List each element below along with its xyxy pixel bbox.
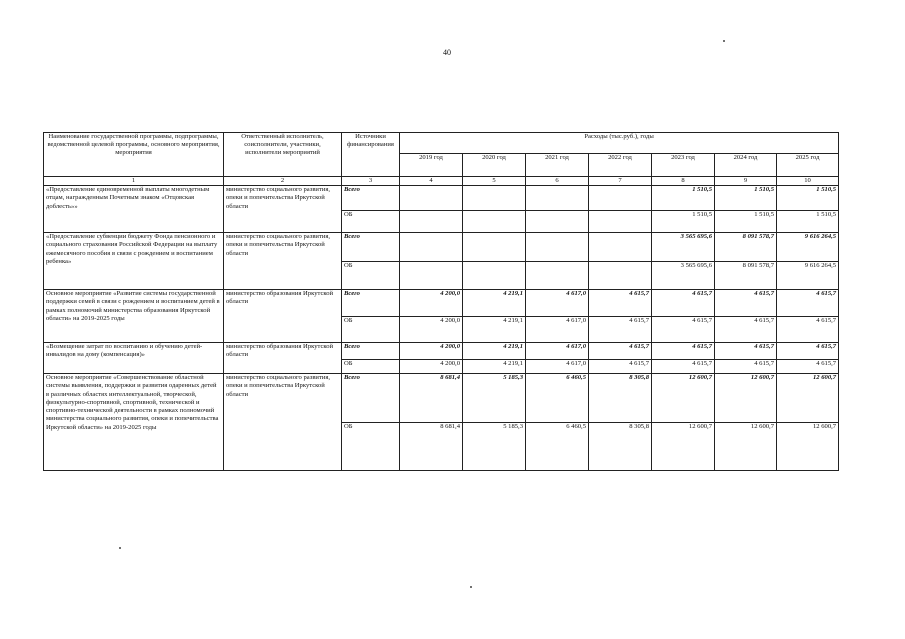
value-cell: 1 510,5	[652, 186, 715, 211]
value-cell: 4 615,7	[652, 360, 715, 374]
header-year: 2022 год	[589, 154, 652, 177]
source-total: Всего	[342, 290, 400, 317]
row-executor: министерство образования Иркутской области	[224, 343, 342, 374]
value-cell: 4 615,7	[715, 360, 777, 374]
value-cell	[526, 262, 589, 290]
value-cell: 8 091 578,7	[715, 262, 777, 290]
value-cell	[463, 186, 526, 211]
value-cell: 1 510,5	[715, 186, 777, 211]
value-cell: 4 617,0	[526, 343, 589, 360]
value-cell: 4 617,0	[526, 317, 589, 343]
value-cell	[400, 211, 463, 233]
source-total: Всего	[342, 233, 400, 262]
value-cell: 8 681,4	[400, 423, 463, 471]
value-cell: 5 185,3	[463, 374, 526, 423]
value-cell: 4 200,0	[400, 360, 463, 374]
value-cell: 8 091 578,7	[715, 233, 777, 262]
value-cell: 4 615,7	[777, 290, 839, 317]
source-ob: ОБ	[342, 211, 400, 233]
row-name: «Возмещение затрат по воспитанию и обучению детей-инвалидов на дому (компенсация)»	[44, 343, 224, 374]
page-number: 40	[443, 48, 451, 57]
value-cell: 1 510,5	[652, 211, 715, 233]
scan-speck	[470, 586, 472, 588]
value-cell	[589, 262, 652, 290]
header-year: 2019 год	[400, 154, 463, 177]
header-year: 2023 год	[652, 154, 715, 177]
value-cell: 12 600,7	[777, 423, 839, 471]
value-cell	[463, 211, 526, 233]
table-row	[44, 233, 839, 262]
table-row	[44, 374, 839, 423]
index-cell: 7	[589, 177, 652, 186]
value-cell	[463, 233, 526, 262]
value-cell: 3 565 695,6	[652, 262, 715, 290]
table-row	[44, 290, 839, 317]
value-cell: 4 615,7	[652, 317, 715, 343]
value-cell: 9 616 264,5	[777, 233, 839, 262]
value-cell: 4 617,0	[526, 360, 589, 374]
value-cell: 12 600,7	[652, 423, 715, 471]
scan-speck	[119, 547, 121, 549]
row-executor: министерство социального развития, опеки и попечительства Иркутской области	[224, 374, 342, 471]
value-cell: 12 600,7	[715, 374, 777, 423]
value-cell: 12 600,7	[715, 423, 777, 471]
index-cell: 4	[400, 177, 463, 186]
source-ob: ОБ	[342, 423, 400, 471]
value-cell: 4 219,1	[463, 360, 526, 374]
header-year: 2024 год	[715, 154, 777, 177]
header-source: Источники финансирования	[342, 133, 400, 177]
value-cell: 4 219,1	[463, 290, 526, 317]
value-cell	[526, 233, 589, 262]
value-cell: 4 615,7	[715, 343, 777, 360]
source-ob: ОБ	[342, 360, 400, 374]
row-executor: министерство социального развития, опеки и попечительства Иркутской области	[224, 186, 342, 233]
source-ob: ОБ	[342, 317, 400, 343]
budget-table	[43, 132, 839, 471]
index-cell: 1	[44, 177, 224, 186]
value-cell: 4 615,7	[715, 290, 777, 317]
row-executor: министерство социального развития, опеки и попечительства Иркутской области	[224, 233, 342, 290]
value-cell: 4 615,7	[589, 360, 652, 374]
index-cell: 2	[224, 177, 342, 186]
value-cell: 4 615,7	[589, 317, 652, 343]
value-cell: 1 510,5	[777, 211, 839, 233]
value-cell: 4 615,7	[589, 290, 652, 317]
value-cell: 12 600,7	[652, 374, 715, 423]
index-row	[44, 177, 839, 186]
value-cell	[589, 233, 652, 262]
value-cell	[526, 186, 589, 211]
value-cell: 4 615,7	[715, 317, 777, 343]
row-name: Основное мероприятие «Развитие системы государственной поддержки семей в связи с рождением и воспитанием детей в рамках полномочий министерства образования Иркутской области» на 2019-2025 годы	[44, 290, 224, 343]
value-cell	[463, 262, 526, 290]
row-name: «Предоставление субвенции бюджету Фонда пенсионного и социального страхования Российской Федерации на выплату ежемесячного пособия в связи с рождением и воспитанием ребенка»	[44, 233, 224, 290]
value-cell: 8 305,8	[589, 374, 652, 423]
table-row	[44, 343, 839, 360]
header-year: 2020 год	[463, 154, 526, 177]
index-cell: 9	[715, 177, 777, 186]
value-cell: 12 600,7	[777, 374, 839, 423]
source-total: Всего	[342, 374, 400, 423]
value-cell: 9 616 264,5	[777, 262, 839, 290]
value-cell	[526, 211, 589, 233]
source-total: Всего	[342, 343, 400, 360]
index-cell: 8	[652, 177, 715, 186]
row-name: Основное мероприятие «Совершенствование областной системы выявления, поддержки и развития одаренных детей в различных областях интеллектуальной, творческой, физкультурно-спортивной, спортивной, технической и спортивно-технической деятельности в рамках полномочий министерства социального развития, опеки и попечительства Иркутской области» на 2019-2025 годы	[44, 374, 224, 471]
value-cell	[589, 186, 652, 211]
value-cell: 4 200,0	[400, 290, 463, 317]
index-cell: 3	[342, 177, 400, 186]
header-year: 2021 год	[526, 154, 589, 177]
value-cell: 4 615,7	[777, 317, 839, 343]
index-cell: 6	[526, 177, 589, 186]
row-executor: министерство образования Иркутской области	[224, 290, 342, 343]
row-name: «Предоставление единовременной выплаты многодетным отцам, награжденным Почетным знаком «Отцовская доблесть»»	[44, 186, 224, 233]
value-cell: 4 200,0	[400, 317, 463, 343]
value-cell: 4 219,1	[463, 317, 526, 343]
value-cell: 4 615,7	[777, 343, 839, 360]
scan-speck	[723, 40, 725, 42]
header-executor: Ответственный исполнитель, соисполнители, участники, исполнители мероприятий	[224, 133, 342, 177]
value-cell: 4 615,7	[652, 343, 715, 360]
table-row	[44, 186, 839, 211]
index-cell: 5	[463, 177, 526, 186]
value-cell: 4 617,0	[526, 290, 589, 317]
value-cell: 6 460,5	[526, 374, 589, 423]
value-cell: 4 615,7	[777, 360, 839, 374]
source-total: Всего	[342, 186, 400, 211]
value-cell: 4 615,7	[652, 290, 715, 317]
value-cell: 4 219,1	[463, 343, 526, 360]
value-cell	[400, 262, 463, 290]
value-cell: 5 185,3	[463, 423, 526, 471]
value-cell: 1 510,5	[715, 211, 777, 233]
value-cell: 3 565 695,6	[652, 233, 715, 262]
value-cell	[400, 186, 463, 211]
header-name: Наименование государственной программы, подпрограммы, ведомственной целевой программы, основного мероприятия, мероприятия	[44, 133, 224, 177]
value-cell: 1 510,5	[777, 186, 839, 211]
value-cell: 8 305,8	[589, 423, 652, 471]
value-cell	[589, 211, 652, 233]
header-year: 2025 год	[777, 154, 839, 177]
value-cell: 8 681,4	[400, 374, 463, 423]
value-cell: 4 615,7	[589, 343, 652, 360]
value-cell	[400, 233, 463, 262]
index-cell: 10	[777, 177, 839, 186]
source-ob: ОБ	[342, 262, 400, 290]
value-cell: 6 460,5	[526, 423, 589, 471]
value-cell: 4 200,0	[400, 343, 463, 360]
header-expenses: Расходы (тыс.руб.), годы	[400, 133, 839, 154]
